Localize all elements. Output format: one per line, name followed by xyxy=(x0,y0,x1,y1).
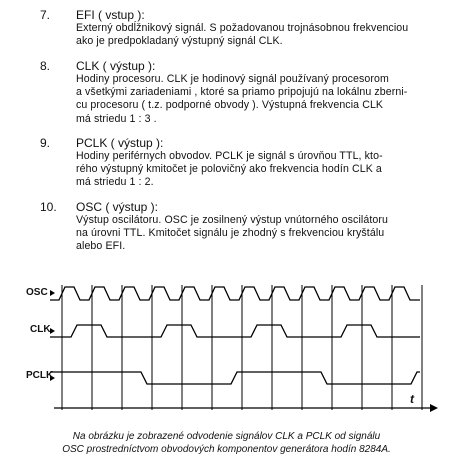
text-line: Hodiny periférnych obvodov. PCLK je signál s úrovňou TTL, kto- xyxy=(76,150,383,162)
item-heading: EFI ( vstup ): xyxy=(76,8,145,22)
text-line: a všetkými zariadeniami , ktoré sa priamo pripojujú na lokálnu zberni- xyxy=(76,86,408,99)
text-line: ako je predpokladaný výstupný signál CLK. xyxy=(76,35,283,48)
caption-line: OSC prostredníctvom obvodových komponentov generátora hodín 8284A. xyxy=(62,444,391,455)
osc-waveform xyxy=(50,287,420,300)
item-heading: OSC ( výstup ): xyxy=(76,200,159,214)
text-line: rého výstupný kmitočet je polovičný ako frekvencia hodín CLK a xyxy=(76,163,382,176)
time-axis-arrow xyxy=(430,404,438,412)
signal-label-clk: CLK xyxy=(30,324,51,335)
pclk-waveform xyxy=(50,372,420,384)
item-number: 10. xyxy=(40,200,57,214)
text-line: alebo EFI. xyxy=(76,240,126,253)
caption-line: Na obrázku je zobrazené odvodenie signálov CLK a PCLK od signálu xyxy=(72,431,381,442)
timing-diagram-svg xyxy=(0,275,453,425)
figure-caption xyxy=(0,430,453,456)
text-line: Externý obdĺžnikový signál. S požadovanou trojnásobnou frekvenciou xyxy=(76,22,409,34)
clk-waveform xyxy=(50,325,420,337)
text-line: cu procesoru ( t.z. podporné obvody ). Výstupná frekvencia CLK xyxy=(76,99,384,112)
text-line: Hodiny procesoru. CLK je hodinový signál používaný procesorom xyxy=(76,73,389,85)
item-number: 7. xyxy=(40,8,51,22)
text-line: má striedu 1 : 2. xyxy=(76,176,154,189)
signal-label-pclk: PCLK xyxy=(26,370,54,381)
item-number: 9. xyxy=(40,136,51,150)
signal-label-osc: OSC xyxy=(26,287,48,298)
time-axis-label: t xyxy=(410,392,414,406)
item-number: 8. xyxy=(40,59,51,73)
text-line: Výstup oscilátoru. OSC je zosilnený výstup vnútorného oscilátoru xyxy=(76,214,389,226)
item-heading: PCLK ( výstup ): xyxy=(76,136,164,150)
timing-diagram xyxy=(0,275,453,425)
item-description xyxy=(76,150,383,190)
item-heading: CLK ( výstup ): xyxy=(76,59,156,73)
item-description xyxy=(76,214,388,254)
item-description xyxy=(76,73,407,126)
text-line: na úrovni TTL. Kmitočet signálu je zhodný s frekvenciou kryštálu xyxy=(76,227,385,240)
text-line: má striedu 1 : 3 . xyxy=(76,112,157,125)
item-description xyxy=(76,22,408,48)
osc-arrow xyxy=(50,290,55,296)
